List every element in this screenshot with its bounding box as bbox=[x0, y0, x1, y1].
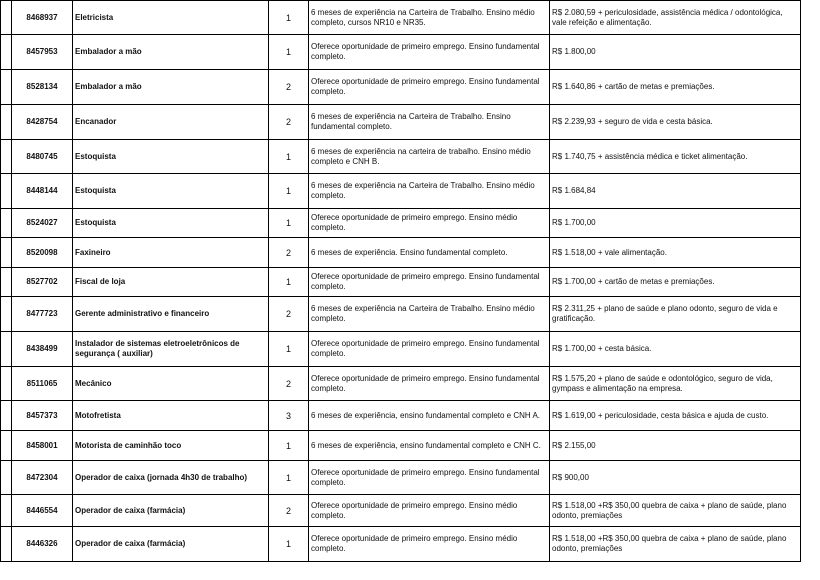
requirements-cell: Oferece oportunidade de primeiro emprego. Ensino fundamental completo. bbox=[309, 268, 550, 297]
table-row bbox=[1, 174, 801, 209]
vacancies-cell: 1 bbox=[269, 431, 309, 461]
job-code-cell: 8480745 bbox=[12, 140, 73, 174]
row-spacer-cell bbox=[1, 268, 12, 297]
job-code-cell: 8428754 bbox=[12, 105, 73, 140]
job-title-cell: Estoquista bbox=[73, 174, 269, 209]
table-row bbox=[1, 140, 801, 174]
job-code-cell: 8457953 bbox=[12, 35, 73, 70]
salary-benefits-cell: R$ 2.239,93 + seguro de vida e cesta básica. bbox=[550, 105, 801, 140]
requirements-cell: 6 meses de experiência na Carteira de Trabalho. Ensino médio completo, cursos NR10 e NR35. bbox=[309, 1, 550, 35]
row-spacer-cell bbox=[1, 527, 12, 562]
vacancies-cell: 2 bbox=[269, 367, 309, 401]
table-row bbox=[1, 461, 801, 495]
table-row bbox=[1, 268, 801, 297]
row-spacer-cell bbox=[1, 495, 12, 527]
row-spacer-cell bbox=[1, 70, 12, 105]
row-spacer-cell bbox=[1, 209, 12, 238]
vacancies-cell: 1 bbox=[269, 35, 309, 70]
job-title-cell: Eletricista bbox=[73, 1, 269, 35]
job-title-cell: Operador de caixa (jornada 4h30 de trabalho) bbox=[73, 461, 269, 495]
salary-benefits-cell: R$ 900,00 bbox=[550, 461, 801, 495]
job-code-cell: 8524027 bbox=[12, 209, 73, 238]
row-spacer-cell bbox=[1, 297, 12, 332]
vacancies-cell: 1 bbox=[269, 527, 309, 562]
job-code-cell: 8472304 bbox=[12, 461, 73, 495]
job-title-cell: Operador de caixa (farmácia) bbox=[73, 527, 269, 562]
requirements-cell: 6 meses de experiência. Ensino fundamental completo. bbox=[309, 238, 550, 268]
vacancies-cell: 2 bbox=[269, 495, 309, 527]
salary-benefits-cell: R$ 1.700,00 bbox=[550, 209, 801, 238]
vacancies-cell: 1 bbox=[269, 332, 309, 367]
job-code-cell: 8520098 bbox=[12, 238, 73, 268]
requirements-cell: Oferece oportunidade de primeiro emprego. Ensino fundamental completo. bbox=[309, 332, 550, 367]
table-row bbox=[1, 332, 801, 367]
table-row bbox=[1, 105, 801, 140]
table-row bbox=[1, 1, 801, 35]
vacancies-cell: 1 bbox=[269, 209, 309, 238]
job-code-cell: 8446326 bbox=[12, 527, 73, 562]
job-title-cell: Operador de caixa (farmácia) bbox=[73, 495, 269, 527]
job-title-cell: Motorista de caminhão toco bbox=[73, 431, 269, 461]
requirements-cell: 6 meses de experiência, ensino fundamental completo e CNH A. bbox=[309, 401, 550, 431]
table-row bbox=[1, 367, 801, 401]
salary-benefits-cell: R$ 1.575,20 + plano de saúde e odontológico, seguro de vida, gympass e alimentação na empresa. bbox=[550, 367, 801, 401]
salary-benefits-cell: R$ 1.700,00 + cartão de metas e premiações. bbox=[550, 268, 801, 297]
job-code-cell: 8527702 bbox=[12, 268, 73, 297]
salary-benefits-cell: R$ 1.619,00 + periculosidade, cesta básica e ajuda de custo. bbox=[550, 401, 801, 431]
row-spacer-cell bbox=[1, 431, 12, 461]
vacancies-cell: 1 bbox=[269, 174, 309, 209]
table-row bbox=[1, 35, 801, 70]
job-title-cell: Faxineiro bbox=[73, 238, 269, 268]
job-code-cell: 8477723 bbox=[12, 297, 73, 332]
job-title-cell: Embalador a mão bbox=[73, 35, 269, 70]
salary-benefits-cell: R$ 1.518,00 +R$ 350,00 quebra de caixa + plano de saúde, plano odonto, premiações bbox=[550, 527, 801, 562]
requirements-cell: Oferece oportunidade de primeiro emprego. Ensino fundamental completo. bbox=[309, 367, 550, 401]
requirements-cell: 6 meses de experiência na Carteira de Trabalho. Ensino médio completo. bbox=[309, 174, 550, 209]
job-title-cell: Mecânico bbox=[73, 367, 269, 401]
job-code-cell: 8511065 bbox=[12, 367, 73, 401]
table-row bbox=[1, 527, 801, 562]
requirements-cell: Oferece oportunidade de primeiro emprego. Ensino fundamental completo. bbox=[309, 70, 550, 105]
job-title-cell: Instalador de sistemas eletroeletrônicos de segurança ( auxiliar) bbox=[73, 332, 269, 367]
requirements-cell: 6 meses de experiência na Carteira de Trabalho. Ensino fundamental completo. bbox=[309, 105, 550, 140]
table-row bbox=[1, 238, 801, 268]
salary-benefits-cell: R$ 1.740,75 + assistência médica e ticket alimentação. bbox=[550, 140, 801, 174]
job-code-cell: 8458001 bbox=[12, 431, 73, 461]
requirements-cell: 6 meses de experiência, ensino fundamental completo e CNH C. bbox=[309, 431, 550, 461]
job-title-cell: Motofretista bbox=[73, 401, 269, 431]
job-title-cell: Embalador a mão bbox=[73, 70, 269, 105]
job-code-cell: 8528134 bbox=[12, 70, 73, 105]
table-row bbox=[1, 297, 801, 332]
table-row bbox=[1, 495, 801, 527]
job-title-cell: Fiscal de loja bbox=[73, 268, 269, 297]
row-spacer-cell bbox=[1, 35, 12, 70]
vacancies-cell: 1 bbox=[269, 140, 309, 174]
vacancies-cell: 1 bbox=[269, 461, 309, 495]
vacancies-cell: 2 bbox=[269, 238, 309, 268]
row-spacer-cell bbox=[1, 105, 12, 140]
salary-benefits-cell: R$ 1.700,00 + cesta básica. bbox=[550, 332, 801, 367]
requirements-cell: 6 meses de experiência na carteira de trabalho. Ensino médio completo e CNH B. bbox=[309, 140, 550, 174]
job-code-cell: 8438499 bbox=[12, 332, 73, 367]
salary-benefits-cell: R$ 1.800,00 bbox=[550, 35, 801, 70]
salary-benefits-cell: R$ 2.155,00 bbox=[550, 431, 801, 461]
job-listing-body bbox=[1, 1, 801, 562]
row-spacer-cell bbox=[1, 401, 12, 431]
table-row bbox=[1, 431, 801, 461]
requirements-cell: Oferece oportunidade de primeiro emprego. Ensino médio completo. bbox=[309, 527, 550, 562]
table-row bbox=[1, 209, 801, 238]
vacancies-cell: 1 bbox=[269, 1, 309, 35]
salary-benefits-cell: R$ 2.080,59 + periculosidade, assistência médica / odontológica, vale refeição e alimentação. bbox=[550, 1, 801, 35]
table-row bbox=[1, 401, 801, 431]
requirements-cell: 6 meses de experiência na Carteira de Trabalho. Ensino médio completo. bbox=[309, 297, 550, 332]
vacancies-cell: 2 bbox=[269, 70, 309, 105]
requirements-cell: Oferece oportunidade de primeiro emprego. Ensino médio completo. bbox=[309, 209, 550, 238]
salary-benefits-cell: R$ 2.311,25 + plano de saúde e plano odonto, seguro de vida e gratificação. bbox=[550, 297, 801, 332]
job-code-cell: 8446554 bbox=[12, 495, 73, 527]
row-spacer-cell bbox=[1, 367, 12, 401]
job-title-cell: Estoquista bbox=[73, 209, 269, 238]
row-spacer-cell bbox=[1, 1, 12, 35]
vacancies-cell: 2 bbox=[269, 105, 309, 140]
row-spacer-cell bbox=[1, 140, 12, 174]
salary-benefits-cell: R$ 1.518,00 +R$ 350,00 quebra de caixa + plano de saúde, plano odonto, premiações bbox=[550, 495, 801, 527]
row-spacer-cell bbox=[1, 332, 12, 367]
job-title-cell: Encanador bbox=[73, 105, 269, 140]
job-code-cell: 8457373 bbox=[12, 401, 73, 431]
job-code-cell: 8448144 bbox=[12, 174, 73, 209]
vacancies-cell: 1 bbox=[269, 268, 309, 297]
table-row bbox=[1, 70, 801, 105]
job-title-cell: Gerente administrativo e financeiro bbox=[73, 297, 269, 332]
vacancies-cell: 2 bbox=[269, 297, 309, 332]
requirements-cell: Oferece oportunidade de primeiro emprego. Ensino fundamental completo. bbox=[309, 461, 550, 495]
salary-benefits-cell: R$ 1.640,86 + cartão de metas e premiações. bbox=[550, 70, 801, 105]
job-title-cell: Estoquista bbox=[73, 140, 269, 174]
row-spacer-cell bbox=[1, 174, 12, 209]
row-spacer-cell bbox=[1, 461, 12, 495]
vacancies-cell: 3 bbox=[269, 401, 309, 431]
job-code-cell: 8468937 bbox=[12, 1, 73, 35]
salary-benefits-cell: R$ 1.684,84 bbox=[550, 174, 801, 209]
requirements-cell: Oferece oportunidade de primeiro emprego. Ensino médio completo. bbox=[309, 495, 550, 527]
requirements-cell: Oferece oportunidade de primeiro emprego. Ensino fundamental completo. bbox=[309, 35, 550, 70]
row-spacer-cell bbox=[1, 238, 12, 268]
salary-benefits-cell: R$ 1.518,00 + vale alimentação. bbox=[550, 238, 801, 268]
